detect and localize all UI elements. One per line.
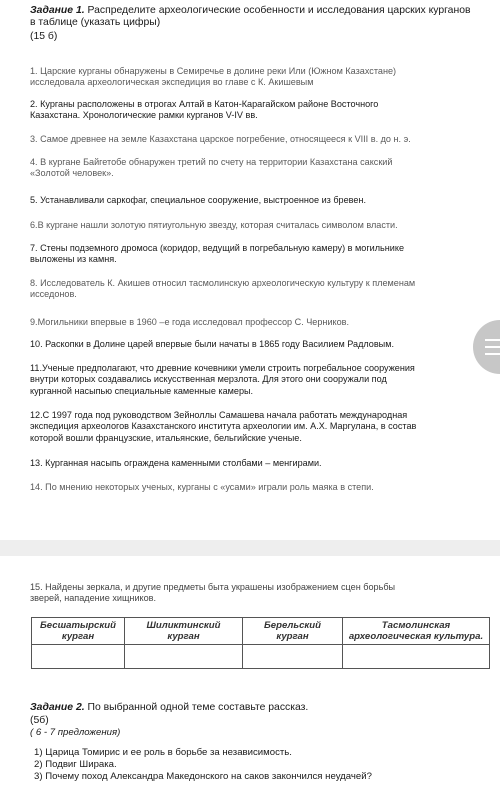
list-item-3: 3. Самое древнее на земле Казахстана царское погребение, относящееся к VIII в. до н. э. <box>30 134 411 144</box>
list-item-13: 13. Курганная насыпь ограждена каменными столбами – менгирами. <box>30 458 322 468</box>
topic-item-2: 2) Подвиг Ширака. <box>34 758 117 770</box>
answer-cell-besshatyr[interactable] <box>32 645 125 669</box>
list-item-8: 8. Исследователь К. Акишев относил тасмолинскую археологическую культуру к племенам исседонов. <box>30 278 416 300</box>
header-besshatyr: Бесшатырский курган <box>32 618 125 645</box>
document-page-2 <box>0 556 500 803</box>
task-1-instruction: Распределите археологические особенности и исследования царских курганов <box>87 5 471 16</box>
task-2-heading <box>30 702 308 713</box>
list-item-15: 15. Найдены зеркала, и другие предметы быта украшены изображением сцен борьбы зверей, нападение хищников. <box>30 582 396 604</box>
task-2-label: Задание 2. <box>30 702 85 713</box>
list-item-11: 11.Ученые предполагают, что древние кочевники умели строить погребальное сооружения внутри которых создавались искусственная мерзлота. Для этого они сооружали под курганной насыпью специальные каменные камеры. <box>30 363 415 396</box>
task-1-score: (15 б) <box>30 31 58 42</box>
header-tasmola: Тасмолинская археологическая культура. <box>343 618 490 645</box>
task-1-instruction-cont: в таблице (указать цифры) <box>30 17 161 29</box>
list-item-1: 1. Царские курганы обнаружены в Семиречье в долине реки Или (Южном Казахстане) исследовала археологическая экспедиция во главе с К. Акишевым <box>30 66 397 88</box>
task-1-heading <box>30 5 496 30</box>
topic-item-3: 3) Почему поход Александра Македонского на саков закончился неудачей? <box>34 770 372 782</box>
list-item-7: 7. Стены подземного дромоса (коридор, ведущий в погребальную камеру) в могильнике выложены из камня. <box>30 243 405 265</box>
list-item-4: 4. В кургане Байгетобе обнаружен третий по счету на территории Казахстана сакский «Золотой человек». <box>30 157 393 179</box>
list-item-2: 2. Курганы расположены в отрогах Алтай в Катон-Карагайском районе Восточного Казахстана. Хронологические рамки курганов V-IV вв. <box>30 99 379 121</box>
list-item-12: 12.С 1997 года под руководством Зейноллы Самашева начала работать международная экспедиция археологов Казахстанского института археологии им. А.Х. Маргулана, в состав которой вошли французские, итальянские, бельгийские ученые. <box>30 410 417 443</box>
burial-classification-table <box>31 617 490 669</box>
task-1-label: Задание 1. <box>30 5 85 16</box>
header-shiliktin: Шиликтинский курган <box>125 618 243 645</box>
list-item-9: 9.Могильники впервые в 1960 –е года исследовал профессор С. Черников. <box>30 317 350 327</box>
answer-cell-tasmola[interactable] <box>343 645 490 669</box>
page-separator <box>0 540 500 556</box>
task-2-note: ( 6 - 7 предложения) <box>30 727 121 738</box>
menu-lines-icon <box>485 339 500 341</box>
task-2-instruction: По выбранной одной теме составьте рассказ. <box>87 702 309 713</box>
list-item-6: 6.В кургане нашли золотую пятиугольную звезду, которая считалась символом власти. <box>30 220 398 230</box>
table-row <box>32 645 490 669</box>
answer-cell-berel[interactable] <box>243 645 343 669</box>
answer-cell-shiliktin[interactable] <box>125 645 243 669</box>
list-item-5: 5. Устанавливали саркофаг, специальное сооружение, выстроенное из бревен. <box>30 195 367 205</box>
topic-item-1: 1) Царица Томирис и ее роль в борьбе за независимость. <box>34 747 292 758</box>
list-item-10: 10. Раскопки в Долине царей впервые были начаты в 1865 году Василием Радловым. <box>30 339 394 349</box>
task-2-score: (5б) <box>30 715 49 726</box>
header-berel: Берельский курган <box>243 618 343 645</box>
list-item-14: 14. По мнению некоторых ученых, курганы с «усами» играли роль маяка в степи. <box>30 482 374 492</box>
topic-list <box>30 747 372 782</box>
